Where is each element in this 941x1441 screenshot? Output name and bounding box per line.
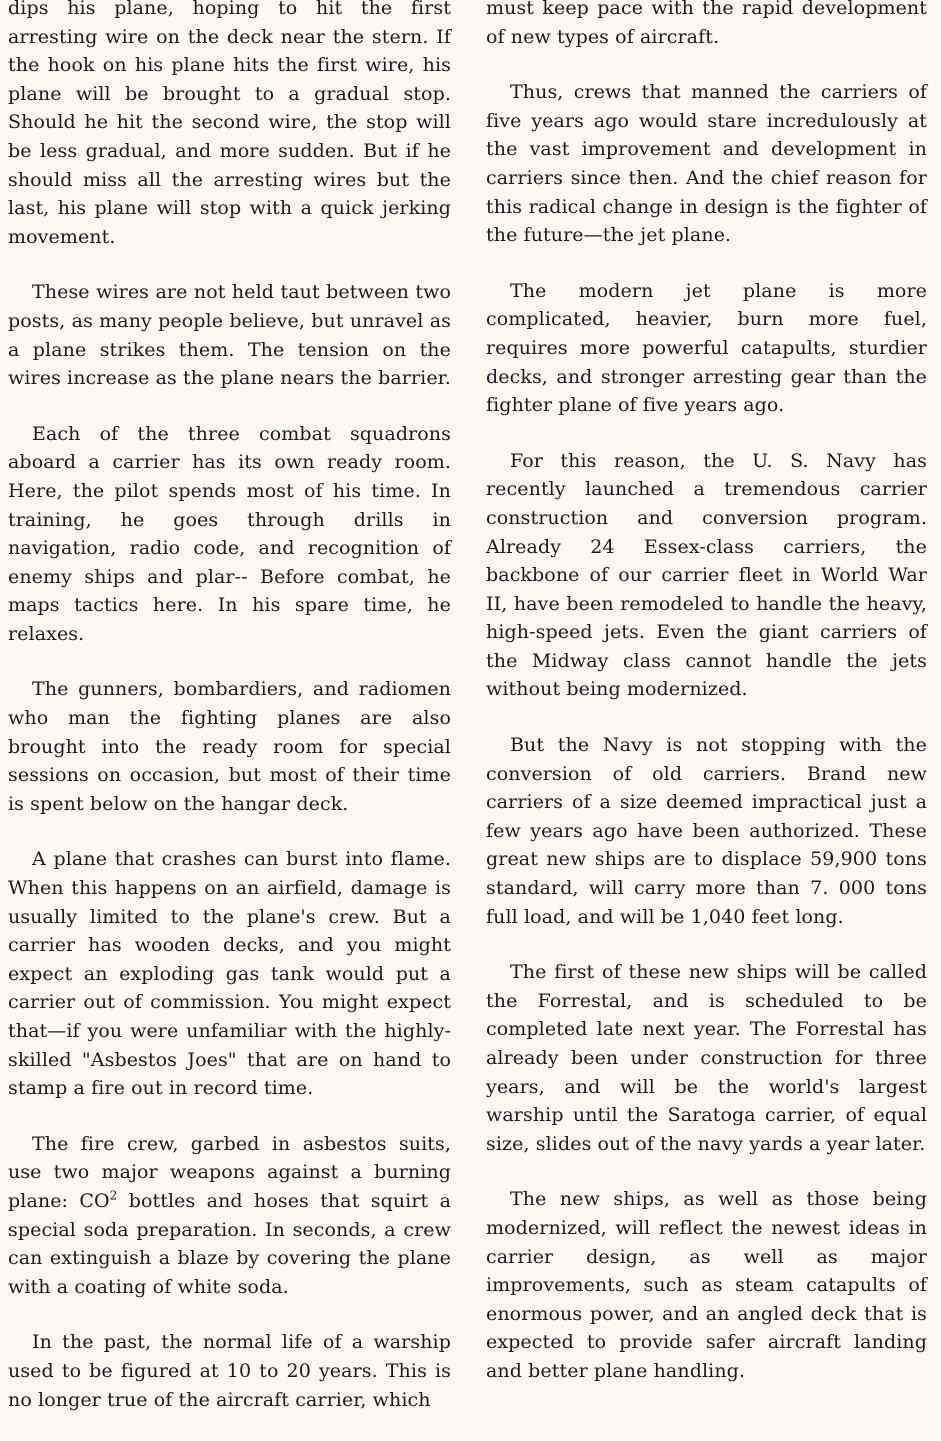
paragraph-text: bottles and hoses that squirt a special soda preparation. In seconds, a crew can extinguish a blaze by covering the plane with a coating of white soda. — [8, 1189, 451, 1298]
paragraph: These wires are not held taut between two posts, as many people believe, but unravel as a plane strikes them. The tension on the wires increase as the plane nears the barrier. — [8, 281, 451, 390]
paragraph-text: The fire crew, garbed in asbestos suits, use two major weapons against a burning plane: CO — [8, 1132, 451, 1212]
superscript: 2 — [109, 1188, 118, 1203]
right-column — [486, 0, 927, 1413]
paragraph-co2 — [8, 1130, 451, 1302]
paragraph: The first of these new ships will be called the Forrestal, and is scheduled to be completed late next year. The Forrestal has already been under construction for three years, and will be the world's largest warship until the Saratoga carrier, of equal size, slides out of the navy yards a year later. — [486, 961, 927, 1155]
paragraph: A plane that crashes can burst into flame. When this happens on an airfield, damage is usually limited to the plane's crew. But a carrier has wooden decks, and you might expect an exploding gas tank would put a carrier out of commission. You might expect that—if you were unfamiliar with the highly-skilled "Asbestos Joes" that are on hand to stamp a fire out in record time. — [8, 848, 451, 1100]
paragraph: must keep pace with the rapid development of new types of aircraft. — [486, 0, 927, 48]
paragraph: Thus, crews that manned the carriers of five years ago would stare incredulously at the vast improvement and development in carriers since then. And the chief reason for this radical change in design is the fighter of the future—the jet plane. — [486, 81, 927, 247]
paragraph: The modern jet plane is more complicated, heavier, burn more fuel, requires more powerful catapults, sturdier decks, and stronger arresting gear than the fighter plane of five years ago. — [486, 279, 927, 417]
paragraph: Each of the three combat squadrons aboard a carrier has its own ready room. Here, the pilot spends most of his time. In training, he goes through drills in navigation, radio code, and recognition of enemy ships and plar-- Before combat, he maps tactics here. In his spare time, he relaxes. — [8, 422, 451, 645]
left-column — [8, 0, 451, 1441]
paragraph: In the past, the normal life of a warship used to be figured at 10 to 20 years. This is no longer true of the aircraft carrier, which — [8, 1331, 451, 1411]
paragraph: dips his plane, hoping to hit the first arresting wire on the deck near the stern. If the hook on his plane hits the first wire, his plane will be brought to a gradual stop. Should he hit the second wire, the stop will be less gradual, and more sudden. But if he should miss all the arresting wires but the last, his plane will stop with a quick jerking movement. — [8, 0, 451, 248]
paragraph: For this reason, the U. S. Navy has recently launched a tremendous carrier construction and conversion program. Already 24 Essex-class carriers, the backbone of our carrier fleet in World War II, have been remodeled to handle the heavy, high-speed jets. Even the giant carriers of the Midway class cannot handle the jets without being modernized. — [486, 449, 927, 701]
paragraph: The new ships, as well as those being modernized, will reflect the newest ideas in carrier design, as well as major improvements, such as steam catapults of enormous power, and an angled deck that is expected to provide safer aircraft landing and better plane handling. — [486, 1188, 927, 1382]
paragraph: But the Navy is not stopping with the conversion of old carriers. Brand new carriers of a size deemed impractical just a few years ago have been authorized. These great new ships are to displace 59,900 tons standard, will carry more than 7. 000 tons full load, and will be 1,040 feet long. — [486, 734, 927, 928]
paragraph: The gunners, bombardiers, and radiomen who man the fighting planes are also brought into the ready room for special sessions on occasion, but most of their time is spent below on the hangar deck. — [8, 678, 451, 815]
